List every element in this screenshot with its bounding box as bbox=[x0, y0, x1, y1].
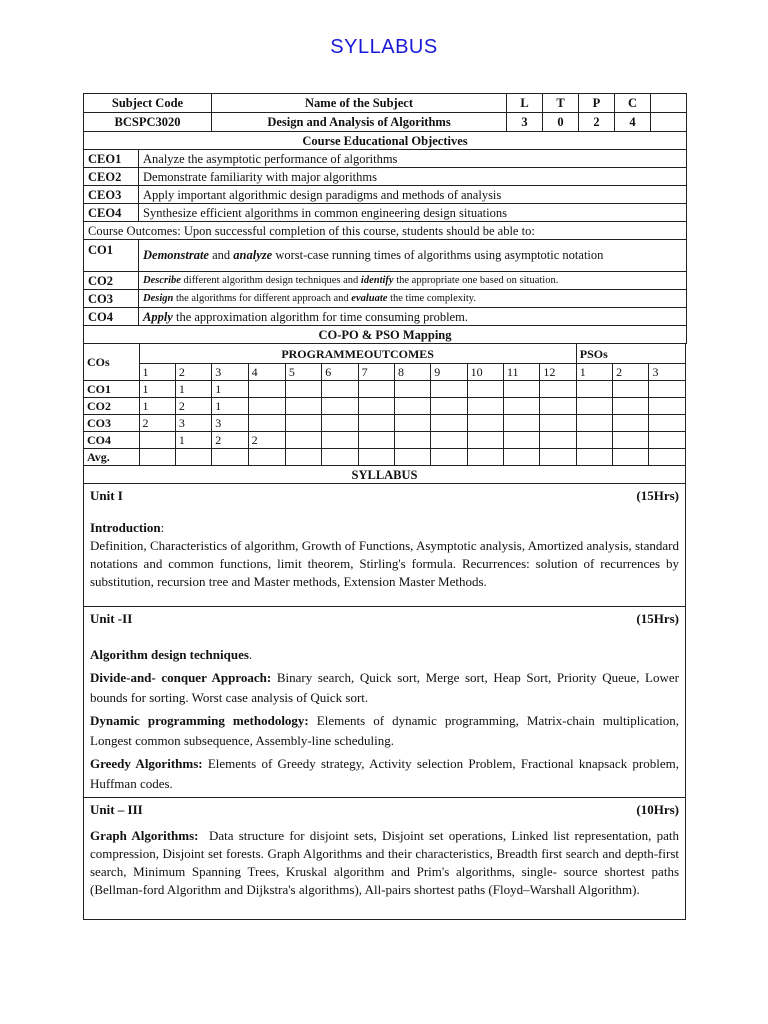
co-verb: Design bbox=[143, 292, 174, 304]
co-verb: Demonstrate bbox=[143, 248, 209, 262]
mapping-row bbox=[84, 432, 686, 449]
mapping-cell: 1 bbox=[139, 398, 175, 415]
po-number: 10 bbox=[467, 364, 503, 381]
mapping-row-label: CO2 bbox=[84, 398, 140, 415]
mapping-cell bbox=[431, 398, 467, 415]
unit-hours: (10Hrs) bbox=[636, 802, 679, 817]
unit-label: Unit -II bbox=[90, 611, 133, 626]
mapping-row-label: CO3 bbox=[84, 415, 140, 432]
mapping-row bbox=[84, 415, 686, 432]
co-text bbox=[139, 290, 687, 308]
section-title: Introduction bbox=[90, 520, 161, 535]
unit-2 bbox=[84, 607, 686, 798]
mapping-cell bbox=[467, 398, 503, 415]
mapping-cell bbox=[322, 415, 358, 432]
pso-number: 2 bbox=[613, 364, 649, 381]
co-text-part: the appropriate one based on situation. bbox=[393, 274, 559, 286]
co-verb: evaluate bbox=[351, 292, 388, 304]
co-id: CO1 bbox=[84, 240, 139, 272]
syllabus-heading: SYLLABUS bbox=[84, 466, 686, 484]
mapping-cell bbox=[649, 432, 686, 449]
mapping-row bbox=[84, 449, 686, 466]
topic-text: Data structure for disjoint sets, Disjoint set operations, Linked list representation, path compression, Disjoint set forests. Graph Algorithms and their characteristics, Breadth first search and depth-first search, Minimum Spanning Trees, Kruskal algorithm and Prim's algorithms, single- source shortest paths (Bellman-ford Algorithm and Dijkstra's algorithms), All-pairs shortest paths (Floyd–Warshall Algorithm). bbox=[90, 828, 683, 897]
mapping-row-label: Avg. bbox=[84, 449, 140, 466]
po-number: 8 bbox=[394, 364, 430, 381]
course-outcomes-intro: Course Outcomes: Upon successful completion of this course, students should be able to: bbox=[84, 222, 687, 240]
mapping-cell bbox=[285, 432, 321, 449]
topic-paragraph bbox=[90, 827, 683, 899]
section-punct: . bbox=[248, 647, 253, 662]
cos-label: COs bbox=[84, 344, 140, 381]
co-text bbox=[139, 272, 687, 290]
section-title: Algorithm design techniques bbox=[90, 647, 249, 662]
po-number: 11 bbox=[503, 364, 539, 381]
empty-cell bbox=[651, 113, 687, 132]
topic-text: Elements of dynamic programming, Matrix-chain multiplication, Longest common subsequence, Assembly-line scheduling. bbox=[90, 713, 679, 748]
topic-paragraph bbox=[90, 711, 679, 751]
mapping-cell: 3 bbox=[212, 415, 248, 432]
topic-name: Dynamic programming methodology: bbox=[90, 713, 309, 728]
mapping-row-label: CO1 bbox=[84, 381, 140, 398]
mapping-cell bbox=[576, 415, 612, 432]
mapping-cell bbox=[649, 415, 686, 432]
mapping-cell bbox=[285, 398, 321, 415]
topic-name: Greedy Algorithms: bbox=[90, 756, 203, 771]
unit-hours: (15Hrs) bbox=[636, 488, 679, 503]
mapping-cell bbox=[503, 398, 539, 415]
mapping-cell: 1 bbox=[212, 381, 248, 398]
mapping-cell: 1 bbox=[175, 432, 211, 449]
mapping-cell bbox=[540, 398, 576, 415]
mapping-cell bbox=[248, 381, 285, 398]
course-info-table bbox=[83, 93, 687, 344]
mapping-cell bbox=[503, 432, 539, 449]
mapping-cell bbox=[467, 449, 503, 466]
mapping-cell bbox=[613, 432, 649, 449]
mapping-cell bbox=[613, 381, 649, 398]
co-verb: identify bbox=[360, 274, 394, 286]
pso-number: 3 bbox=[649, 364, 686, 381]
mapping-cell bbox=[285, 381, 321, 398]
mapping-cell bbox=[467, 432, 503, 449]
mapping-cell bbox=[613, 398, 649, 415]
tutorial-value: 0 bbox=[543, 113, 579, 132]
co-text-part: and bbox=[208, 248, 234, 262]
co-text-part: different algorithm design techniques and bbox=[180, 274, 361, 286]
mapping-cell: 1 bbox=[212, 398, 248, 415]
subject-code-value: BCSPC3020 bbox=[84, 113, 212, 132]
syllabus-table bbox=[83, 465, 686, 920]
mapping-row bbox=[84, 381, 686, 398]
mapping-cell bbox=[431, 381, 467, 398]
mapping-cell bbox=[358, 415, 394, 432]
co-verb: Describe bbox=[143, 274, 181, 286]
mapping-cell bbox=[540, 432, 576, 449]
pso-number: 1 bbox=[576, 364, 612, 381]
co-text-part: the time complexity. bbox=[387, 292, 477, 304]
mapping-cell bbox=[431, 449, 467, 466]
mapping-cell bbox=[285, 449, 321, 466]
subject-code-label: Subject Code bbox=[84, 94, 212, 113]
ceo-text: Synthesize efficient algorithms in common engineering design situations bbox=[139, 204, 687, 222]
tutorial-label: T bbox=[543, 94, 579, 113]
unit-1 bbox=[84, 484, 686, 607]
po-number: 4 bbox=[248, 364, 285, 381]
ceo-text: Apply important algorithmic design paradigms and methods of analysis bbox=[139, 186, 687, 204]
practical-value: 2 bbox=[579, 113, 615, 132]
mapping-cell: 3 bbox=[175, 415, 211, 432]
empty-cell bbox=[651, 94, 687, 113]
mapping-cell: 1 bbox=[175, 381, 211, 398]
ceo-id: CEO4 bbox=[84, 204, 139, 222]
co-id: CO3 bbox=[84, 290, 139, 308]
subject-name-label: Name of the Subject bbox=[212, 94, 507, 113]
mapping-cell: 2 bbox=[248, 432, 285, 449]
mapping-row-label: CO4 bbox=[84, 432, 140, 449]
mapping-cell bbox=[285, 415, 321, 432]
co-text bbox=[139, 240, 687, 272]
topic-name: Graph Algorithms: bbox=[90, 828, 199, 843]
section-punct: : bbox=[160, 520, 165, 535]
unit-body: Definition, Characteristics of algorithm, Growth of Functions, Asymptotic analysis, Amortized analysis, standard notations and common functions, limit theorem, Stirling's formula. Recurrences: solution of recurrences by substitution, recursion tree and Master methods, Extension Master Methods. bbox=[90, 538, 679, 589]
mapping-cell bbox=[576, 432, 612, 449]
topic-name: Divide-and- conquer Approach: bbox=[90, 670, 272, 685]
co-po-mapping-table bbox=[83, 343, 686, 466]
topic-paragraph bbox=[90, 754, 679, 794]
mapping-cell bbox=[431, 415, 467, 432]
credit-label: C bbox=[615, 94, 651, 113]
mapping-cell bbox=[649, 381, 686, 398]
ceo-id: CEO2 bbox=[84, 168, 139, 186]
mapping-cell bbox=[394, 398, 430, 415]
mapping-cell bbox=[503, 381, 539, 398]
unit-label: Unit I bbox=[90, 488, 123, 503]
co-verb: analyze bbox=[233, 248, 273, 262]
mapping-cell bbox=[576, 398, 612, 415]
po-number: 2 bbox=[175, 364, 211, 381]
mapping-cell: 2 bbox=[212, 432, 248, 449]
unit-3 bbox=[84, 798, 686, 920]
po-number: 6 bbox=[322, 364, 358, 381]
mapping-cell bbox=[139, 449, 175, 466]
mapping-cell bbox=[576, 381, 612, 398]
mapping-cell bbox=[358, 449, 394, 466]
mapping-cell bbox=[322, 381, 358, 398]
po-number: 3 bbox=[212, 364, 248, 381]
co-id: CO4 bbox=[84, 308, 139, 326]
mapping-cell bbox=[322, 432, 358, 449]
mapping-cell bbox=[358, 381, 394, 398]
po-number: 12 bbox=[540, 364, 576, 381]
mapping-cell bbox=[540, 381, 576, 398]
credit-value: 4 bbox=[615, 113, 651, 132]
mapping-cell bbox=[175, 449, 211, 466]
psos-label: PSOs bbox=[576, 344, 685, 364]
ceo-id: CEO1 bbox=[84, 150, 139, 168]
lecture-label: L bbox=[507, 94, 543, 113]
mapping-cell bbox=[394, 381, 430, 398]
mapping-cell bbox=[394, 432, 430, 449]
ceo-heading: Course Educational Objectives bbox=[84, 132, 687, 150]
mapping-cell bbox=[540, 415, 576, 432]
mapping-cell bbox=[649, 398, 686, 415]
mapping-cell bbox=[467, 381, 503, 398]
mapping-cell bbox=[212, 449, 248, 466]
po-number: 5 bbox=[285, 364, 321, 381]
mapping-cell bbox=[503, 415, 539, 432]
po-number: 9 bbox=[431, 364, 467, 381]
topic-paragraph bbox=[90, 668, 679, 708]
outcome-number-row bbox=[84, 364, 686, 381]
unit-hours: (15Hrs) bbox=[636, 611, 679, 626]
mapping-cell bbox=[322, 449, 358, 466]
co-text-part: worst-case running times of algorithms using asymptotic notation bbox=[272, 248, 604, 262]
co-verb: Apply bbox=[143, 309, 173, 324]
mapping-row bbox=[84, 398, 686, 415]
mapping-cell bbox=[503, 449, 539, 466]
topic-text: Elements of Greedy strategy, Activity selection Problem, Fractional knapsack problem, Huffman codes. bbox=[90, 756, 679, 791]
mapping-cell bbox=[540, 449, 576, 466]
ceo-text: Demonstrate familiarity with major algorithms bbox=[139, 168, 687, 186]
practical-label: P bbox=[579, 94, 615, 113]
co-id: CO2 bbox=[84, 272, 139, 290]
mapping-cell: 2 bbox=[139, 415, 175, 432]
unit-label: Unit – III bbox=[90, 802, 143, 817]
mapping-heading: CO-PO & PSO Mapping bbox=[84, 326, 687, 344]
co-text-part: the algorithms for different approach and bbox=[173, 292, 352, 304]
lecture-value: 3 bbox=[507, 113, 543, 132]
mapping-cell bbox=[248, 449, 285, 466]
co-text-part: the approximation algorithm for time consuming problem. bbox=[172, 309, 468, 324]
co-text bbox=[139, 308, 687, 326]
mapping-cell bbox=[613, 415, 649, 432]
mapping-cell bbox=[394, 415, 430, 432]
mapping-cell bbox=[358, 432, 394, 449]
mapping-cell bbox=[358, 398, 394, 415]
mapping-cell bbox=[139, 432, 175, 449]
po-number: 1 bbox=[139, 364, 175, 381]
subject-name-value: Design and Analysis of Algorithms bbox=[212, 113, 507, 132]
mapping-cell bbox=[576, 449, 612, 466]
mapping-cell bbox=[248, 415, 285, 432]
mapping-cell: 1 bbox=[139, 381, 175, 398]
ceo-id: CEO3 bbox=[84, 186, 139, 204]
po-number: 7 bbox=[358, 364, 394, 381]
mapping-cell bbox=[248, 398, 285, 415]
mapping-cell bbox=[431, 432, 467, 449]
mapping-cell bbox=[394, 449, 430, 466]
page-title: SYLLABUS bbox=[330, 36, 438, 58]
mapping-cell bbox=[322, 398, 358, 415]
mapping-cell: 2 bbox=[175, 398, 211, 415]
topic-text: Binary search, Quick sort, Merge sort, Heap Sort, Priority Queue, Lower bounds for sorting. Worst case analysis of Quick sort. bbox=[90, 670, 679, 705]
ceo-text: Analyze the asymptotic performance of algorithms bbox=[139, 150, 687, 168]
mapping-cell bbox=[613, 449, 649, 466]
mapping-cell bbox=[649, 449, 686, 466]
programme-outcomes-label: PROGRAMMEOUTCOMES bbox=[139, 344, 576, 364]
mapping-rows bbox=[84, 381, 686, 466]
mapping-cell bbox=[467, 415, 503, 432]
syllabus-document bbox=[83, 93, 686, 920]
